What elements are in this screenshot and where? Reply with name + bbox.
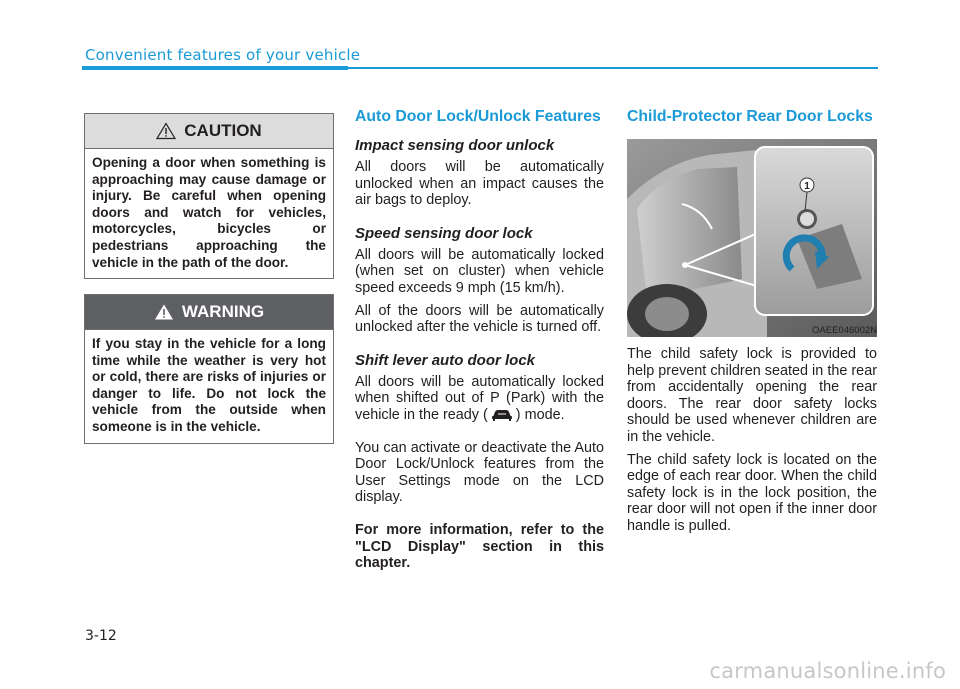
impact-sensing-text: All doors will be automatically unlocked when an impact causes the air bags to deploy. — [355, 159, 604, 209]
child-lock-text-block — [627, 346, 877, 535]
more-info-text: For more information, refer to the "LCD Display" section in this chapter. — [355, 521, 604, 572]
header-rule-thick — [82, 66, 348, 70]
child-lock-illustration — [627, 139, 877, 337]
child-lock-title: Child-Protector Rear Door Locks — [627, 108, 873, 125]
shift-lever-text-start: All doors will be automatically locked when shifted out of P (Park) with the vehicle in the ready ( — [355, 373, 604, 423]
shift-lever-text-end: ) mode. — [515, 406, 565, 423]
auto-door-column — [355, 108, 604, 572]
image-code: OAEE046002N — [812, 325, 877, 336]
callout-number: 1 — [804, 181, 810, 192]
auto-door-title: Auto Door Lock/Unlock Features — [355, 108, 601, 125]
page-number: 3-12 — [85, 628, 117, 644]
caution-box — [84, 113, 334, 279]
warning-triangle-outline-icon — [156, 122, 176, 140]
warning-heading: WARNING — [181, 302, 265, 321]
shift-lever-text — [355, 374, 604, 424]
warning-heading-bar — [85, 295, 333, 330]
caution-heading-bar — [85, 114, 333, 149]
caution-text: Opening a door when something is approaching may cause damage or injury. Be careful when opening doors and watch for vehicles, motorcycles, bicycles or pedestrians approaching the vehicle in the path of the door. — [92, 155, 326, 270]
warning-text: If you stay in the vehicle for a long time while the weather is very hot or cold, there are risks of injuries or danger to life. Do not lock the vehicle from the outside when someone is in the vehicle. — [92, 336, 326, 434]
shift-lever-title: Shift lever auto door lock — [355, 351, 536, 369]
child-lock-column — [627, 108, 877, 126]
warning-triangle-filled-icon — [154, 303, 174, 321]
activate-text: You can activate or deactivate the Auto Door Lock/Unlock features from the User Settings mode on the LCD display. — [355, 439, 604, 506]
speed-sensing-text: All doors will be automatically locked (when set on cluster) when vehicle speed exceeds 9 mph (15 km/h). — [355, 246, 604, 296]
auto-unlock-text: All of the doors will be automatically unlocked after the vehicle is turned off. — [355, 302, 604, 336]
impact-sensing-title: Impact sensing door unlock — [355, 137, 555, 154]
child-lock-text-2: The child safety lock is located on the edge of each rear door. When the child safety lock is in the lock position, the rear door will not open if the inner door handle is pulled. — [627, 451, 877, 534]
car-ready-icon — [490, 408, 514, 422]
child-lock-text-1: The child safety lock is provided to help prevent children seated in the rear from accidentally opening the rear doors. The rear door safety locks should be used whenever children are in the vehicle. — [627, 346, 877, 445]
watermark: carmanualsonline.info — [709, 659, 946, 683]
child-lock-illustration-art — [627, 139, 877, 337]
header-rule-thin — [348, 67, 878, 69]
section-header-title: Convenient features of your vehicle — [85, 46, 361, 64]
warning-box — [84, 294, 334, 444]
speed-sensing-title: Speed sensing door lock — [355, 224, 533, 242]
caution-heading: CAUTION — [184, 121, 262, 140]
